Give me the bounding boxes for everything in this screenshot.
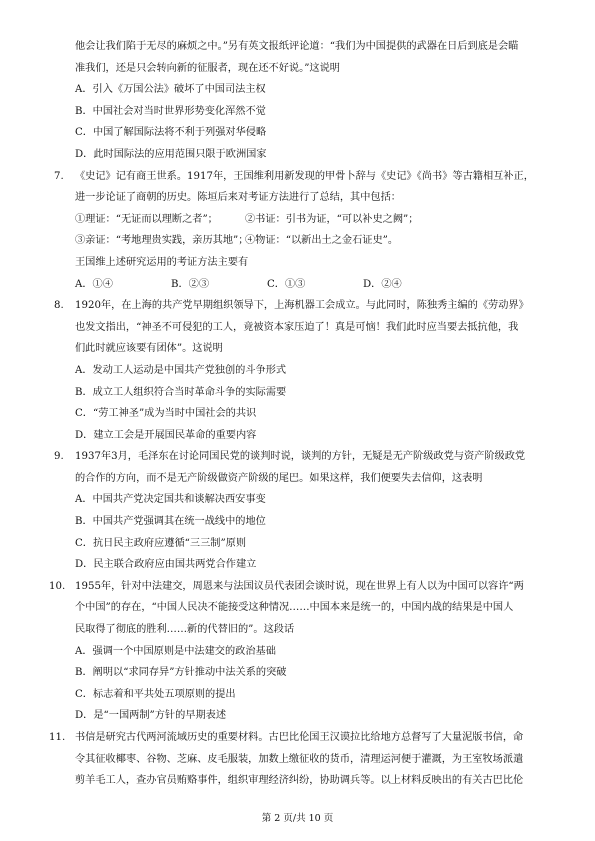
- question-9: [54, 446, 554, 576]
- q7-methods-row: [54, 230, 554, 252]
- question-number: 7.: [54, 170, 64, 182]
- q7-text-line: 《史记》记有商王世系。1917年，王国维利用新发现的甲骨卜辞与《史记》《尚书》等古籍相互补正，: [75, 170, 534, 182]
- q10-option-b: B．阐明以“求同存异”方针推动中法关系的突破: [75, 667, 287, 679]
- q11-text-line: 令其征收椰枣、谷物、芝麻、皮毛服装，加数上缴征收的货币，清理运河便于灌溉，为王室牧场派遣: [75, 753, 524, 765]
- q9-option-b: B．中国共产党强调其在统一战线中的地位: [75, 516, 266, 528]
- q7-option-a: A．①④: [75, 278, 113, 290]
- q9-option-d: D．民主联合政府应由国共两党合作建立: [75, 559, 257, 571]
- question-8: [54, 295, 554, 446]
- q10-text-line: 1955年，针对中法建交，周恩来与法国议员代表团会谈时说，现在世界上有人以为中国可以容许“两: [75, 580, 524, 592]
- q11-text-line: 剪羊毛工人，查办官员贿赂事件，组织审理经济纠纷，协助调兵等。以上材料反映出的有关古巴比伦: [75, 775, 524, 787]
- question-number: 9.: [54, 451, 64, 463]
- q6-text-line: 准我们，还是只会转向新的征服者，现在还不好说。”这说明: [75, 62, 340, 74]
- q7-options-row: [54, 274, 554, 296]
- q8-option-a: A．发动工人运动是中国共产党独创的斗争形式: [75, 364, 287, 376]
- q8-option-c: C．“劳工神圣”成为当时中国社会的共识: [75, 408, 257, 420]
- q7-methods-row: [54, 209, 554, 231]
- q6-option-a: A．引入《万国公法》破坏了中国司法主权: [75, 84, 266, 96]
- q7-option-c: C．①③: [267, 278, 306, 290]
- q10-text-line: 个中国”的存在，“中国人民决不能接受这种情况……中国本来是统一的，中国内战的结果是中国人: [75, 602, 514, 614]
- q10-option-a: A．强调一个中国原则是中法建交的政治基础: [75, 645, 276, 657]
- page-number-footer: 第 2 页/共 10 页: [261, 813, 334, 824]
- q7-method-4: ④物证：“以新出土之金石证史”。: [245, 235, 399, 247]
- q9-text-line: 1937年3月，毛泽东在讨论同国民党的谈判时说，谈判的方针，无疑是无产阶级政党与资产阶级政党: [75, 451, 526, 463]
- q6-option-d: D．此时国际法的应用范围只限于欧洲国家: [75, 148, 267, 160]
- q10-option-d: D．是“一国两制”方针的早期表述: [75, 710, 227, 722]
- q10-option-c: C．标志着和平共处五项原则的提出: [75, 688, 236, 700]
- question-11: [49, 727, 554, 792]
- q7-text-line: 进一步论证了商朝的历史。陈垣后来对考证方法进行了总结，其中包括：: [75, 192, 401, 204]
- q7-method-1: ①理证：“无证而以理断之者”；: [75, 213, 218, 225]
- q6-option-b: B．中国社会对当时世界形势变化浑然不觉: [75, 105, 266, 117]
- q7-option-b: B．②③: [171, 278, 210, 290]
- q9-option-a: A．中国共产党决定国共和谈解决西安事变: [75, 494, 266, 506]
- q8-text-line: 们此时就应该要有团体”。这说明: [75, 343, 223, 355]
- question-number: 10.: [49, 580, 66, 592]
- q10-text-line: 民取得了彻底的胜利……新的代替旧的”。这段话: [75, 624, 295, 636]
- question-number: 11.: [49, 732, 66, 743]
- q11-text-line: 书信是研究古代两河流域历史的重要材料。古巴比伦国王汉谟拉比给地方总督写了大量泥版书信，命: [75, 732, 524, 743]
- q7-stem: 王国维上述研究运用的考证方法主要有: [75, 256, 249, 268]
- q9-text-line: 的合作的方向，而不是无产阶级做资产阶级的尾巴。如果这样，我们便要失去信仰，这表明: [75, 472, 483, 484]
- question-10: [49, 576, 554, 727]
- q8-option-d: D．建立工会是开展国民革命的重要内容: [75, 429, 257, 441]
- q8-option-b: B．成立工人组织符合当时革命斗争的实际需要: [75, 386, 287, 398]
- q7-method-3: ③亲证：“考地理贵实践，亲历其地”；: [75, 235, 249, 247]
- q7-option-d: D．②④: [363, 278, 402, 290]
- page-content: [49, 36, 554, 792]
- q8-text-line: 1920年，在上海的共产党早期组织领导下，上海机器工会成立。与此同时，陈独秀主编的《劳动界》: [75, 300, 529, 312]
- q7-method-2: ②书证：引书为证，“可以补史之阙”；: [245, 213, 419, 225]
- question-7: [54, 166, 554, 296]
- q9-option-c: C．抗日民主政府应遵循“三三制”原则: [75, 537, 247, 549]
- question-6-continued: [54, 36, 554, 166]
- question-number: 8.: [54, 300, 64, 312]
- q8-text-line: 也发文指出，“神圣不可侵犯的工人，竟被资本家压迫了！真是可恼！我们此时应当要去抵抗他，我: [75, 321, 519, 333]
- q6-text-line: 他会让我们陷于无尽的麻烦之中。”另有英文报纸评论道：“我们为中国提供的武器在日后到底是会瞄: [75, 41, 519, 52]
- q6-option-c: C．中国了解国际法将不利于列强对华侵略: [75, 127, 267, 139]
